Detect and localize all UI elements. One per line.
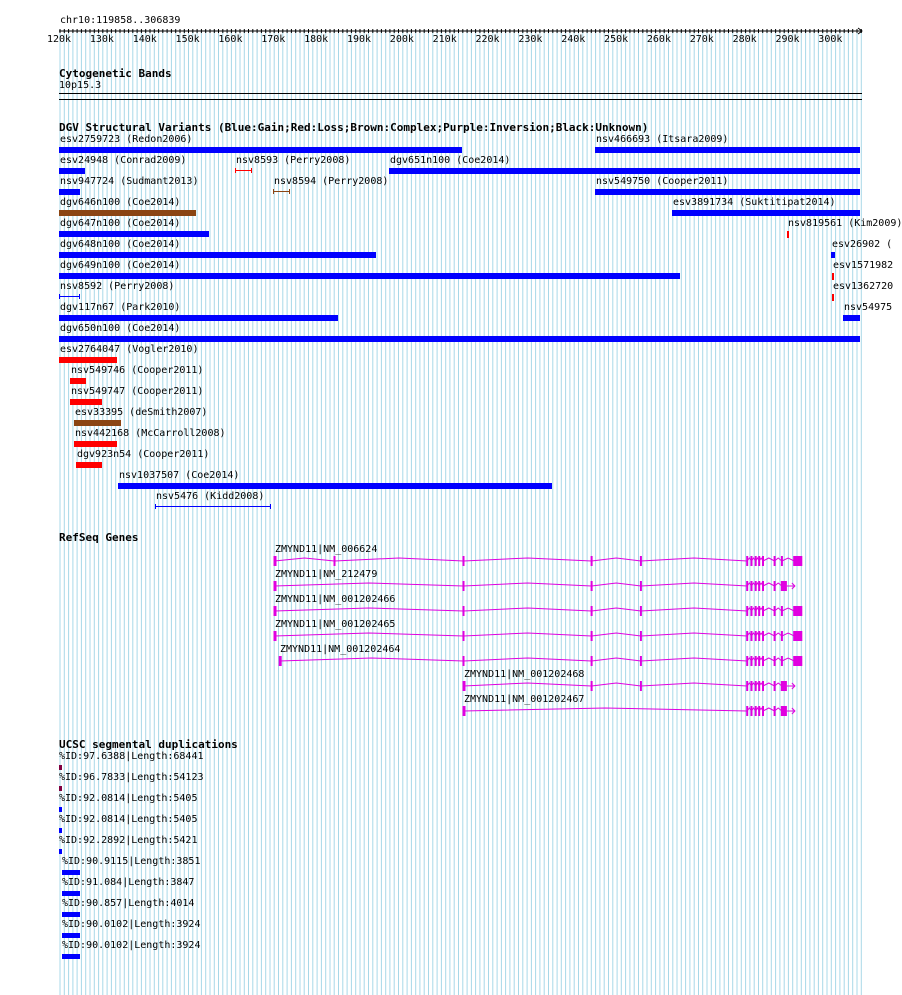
dgv-feature-bar[interactable] — [787, 231, 789, 238]
gene-exon[interactable] — [781, 556, 783, 566]
segdup-bar[interactable] — [62, 933, 80, 938]
dgv-feature-label[interactable]: nsv947724 (Sudmant2013) — [60, 176, 199, 187]
dgv-feature-bar[interactable] — [389, 168, 860, 174]
segdup-bar[interactable] — [59, 765, 62, 770]
dgv-feature-bar[interactable] — [672, 210, 861, 216]
gene-intron — [775, 708, 782, 711]
segdup-bar[interactable] — [62, 912, 80, 917]
gene-exon[interactable] — [762, 656, 764, 666]
cytoband-line-bottom — [59, 99, 862, 100]
gene-end-exon[interactable] — [781, 706, 787, 716]
gene-end-box[interactable] — [793, 606, 802, 616]
gene-intron — [275, 558, 335, 561]
gene-intron — [275, 608, 464, 611]
gene-exon[interactable] — [463, 581, 465, 591]
gene-label[interactable]: ZMYND11|NM_001202465 — [275, 619, 396, 630]
dgv-feature-endcap — [273, 189, 274, 194]
dgv-feature-label[interactable]: esv3891734 (Suktitipat2014) — [673, 197, 836, 208]
ruler-tick-label: 260k — [646, 34, 671, 45]
gene-exon[interactable] — [463, 556, 465, 566]
gene-exon[interactable] — [774, 556, 776, 566]
gene-intron — [775, 558, 782, 561]
ruler-tick-label: 220k — [475, 34, 500, 45]
gene-exon[interactable] — [463, 681, 466, 691]
gene-intron — [464, 708, 748, 711]
segdup-bar[interactable] — [62, 891, 80, 896]
gene-intron — [775, 658, 782, 661]
dgv-feature-label[interactable]: esv26902 ( — [832, 239, 893, 250]
dgv-feature-label[interactable]: dgv648n100 (Coe2014) — [60, 239, 181, 250]
gene-exon[interactable] — [758, 656, 760, 666]
dgv-feature-endcap — [59, 294, 60, 299]
gene-exon[interactable] — [463, 606, 465, 616]
dgv-feature-bar[interactable] — [118, 483, 552, 489]
gene-intron — [464, 683, 592, 686]
ruler-tick-label: 230k — [518, 34, 543, 45]
gene-intron — [782, 633, 794, 636]
segdup-label[interactable]: %ID:97.6388|Length:68441 — [59, 751, 204, 762]
gene-exon[interactable] — [762, 681, 764, 691]
dgv-feature-label[interactable]: dgv117n67 (Park2010) — [60, 302, 181, 313]
dgv-feature-label[interactable]: nsv549746 (Cooper2011) — [71, 365, 204, 376]
ruler-tick-label: 170k — [261, 34, 286, 45]
dgv-feature-label[interactable]: nsv1037507 (Coe2014) — [119, 470, 240, 481]
gene-exon[interactable] — [463, 631, 465, 641]
gene-intron — [641, 608, 747, 611]
dgv-feature-label[interactable]: nsv442168 (McCarroll2008) — [75, 428, 226, 439]
gene-exon[interactable] — [758, 706, 760, 716]
ruler-tick-label: 130k — [89, 34, 114, 45]
gene-exon[interactable] — [751, 631, 753, 641]
gene-exon[interactable] — [751, 581, 753, 591]
dgv-feature-endcap — [235, 168, 236, 173]
gene-intron — [275, 633, 464, 636]
gene-intron — [335, 558, 464, 561]
gene-exon[interactable] — [762, 706, 764, 716]
segdup-bar[interactable] — [59, 807, 62, 812]
ruler-tick-label: 160k — [218, 34, 243, 45]
dgv-feature-label[interactable]: nsv54975 — [844, 302, 893, 313]
gene-end-box[interactable] — [793, 631, 802, 641]
gene-exon[interactable] — [463, 706, 466, 716]
segdup-label[interactable]: %ID:90.857|Length:4014 — [62, 898, 195, 909]
gene-exon[interactable] — [463, 656, 465, 666]
refseq-gene-models — [0, 540, 890, 730]
gene-intron — [763, 608, 775, 611]
gene-intron — [763, 683, 775, 686]
gene-exon[interactable] — [774, 656, 776, 666]
gene-intron — [592, 608, 641, 611]
gene-intron — [641, 633, 747, 636]
segdup-bar[interactable] — [62, 954, 80, 959]
gene-label[interactable]: ZMYND11|NM_001202467 — [464, 694, 585, 705]
gene-exon[interactable] — [758, 581, 760, 591]
gene-exon[interactable] — [640, 631, 642, 641]
gene-exon[interactable] — [781, 606, 783, 616]
gene-exon[interactable] — [640, 581, 642, 591]
gene-label[interactable]: ZMYND11|NM_212479 — [275, 569, 378, 580]
gene-end-box[interactable] — [793, 556, 802, 566]
segdup-bar[interactable] — [59, 828, 62, 833]
gene-exon[interactable] — [591, 631, 593, 641]
gene-exon[interactable] — [751, 606, 753, 616]
gene-exon[interactable] — [762, 581, 764, 591]
gene-exon[interactable] — [758, 606, 760, 616]
dgv-feature-endcap — [251, 168, 252, 173]
dgv-feature-bar[interactable] — [59, 357, 117, 363]
dgv-feature-label[interactable]: dgv650n100 (Coe2014) — [60, 323, 181, 334]
gene-label[interactable]: ZMYND11|NM_006624 — [275, 544, 378, 555]
gene-exon[interactable] — [758, 681, 760, 691]
gene-exon[interactable] — [746, 606, 748, 616]
dgv-feature-label[interactable]: nsv466693 (Itsara2009) — [596, 134, 729, 145]
gene-exon[interactable] — [591, 656, 593, 666]
gene-exon[interactable] — [774, 631, 776, 641]
gene-exon[interactable] — [274, 631, 277, 641]
gene-exon[interactable] — [755, 631, 757, 641]
gene-intron — [782, 658, 794, 661]
gene-exon[interactable] — [640, 681, 642, 691]
gene-intron — [280, 658, 464, 661]
dgv-feature-bar[interactable] — [595, 189, 861, 195]
gene-exon[interactable] — [746, 631, 748, 641]
dgv-feature-label[interactable]: nsv8592 (Perry2008) — [60, 281, 175, 292]
gene-exon[interactable] — [274, 556, 277, 566]
dgv-feature-bar[interactable] — [59, 168, 85, 174]
gene-exon[interactable] — [591, 556, 593, 566]
dgv-feature-bar[interactable] — [59, 273, 680, 279]
ruler-tick-label: 150k — [175, 34, 200, 45]
dgv-feature-bar[interactable] — [70, 378, 86, 384]
location-label: chr10:119858..306839 — [60, 15, 181, 26]
dgv-feature-label[interactable]: dgv651n100 (Coe2014) — [390, 155, 511, 166]
segdup-bar[interactable] — [59, 786, 62, 791]
gene-exon[interactable] — [746, 581, 748, 591]
segdup-bar[interactable] — [62, 870, 80, 875]
gene-exon[interactable] — [279, 656, 282, 666]
gene-intron — [775, 583, 782, 586]
gene-exon[interactable] — [591, 581, 593, 591]
segdup-label[interactable]: %ID:92.2892|Length:5421 — [59, 835, 198, 846]
gene-exon[interactable] — [755, 581, 757, 591]
dgv-feature-bar[interactable] — [70, 399, 102, 405]
dgv-feature-bar[interactable] — [76, 462, 102, 468]
dgv-feature-bar[interactable] — [832, 294, 834, 301]
gene-intron — [464, 583, 592, 586]
gene-exon[interactable] — [781, 656, 783, 666]
ruler-tick-label: 270k — [689, 34, 714, 45]
dgv-feature-endcap — [270, 504, 271, 509]
gene-exon[interactable] — [781, 631, 783, 641]
dgv-feature-label[interactable]: dgv646n100 (Coe2014) — [60, 197, 181, 208]
gene-exon[interactable] — [334, 556, 336, 566]
dgv-feature-label[interactable]: nsv549747 (Cooper2011) — [71, 386, 204, 397]
dgv-feature-bar[interactable] — [59, 252, 376, 258]
gene-intron — [641, 583, 747, 586]
gene-exon[interactable] — [774, 581, 776, 591]
gene-exon[interactable] — [751, 706, 753, 716]
gene-intron — [592, 683, 641, 686]
cytoband-track-title: Cytogenetic Bands — [59, 67, 172, 80]
gene-exon[interactable] — [591, 681, 593, 691]
dgv-feature-bar[interactable] — [595, 147, 861, 153]
gene-intron — [592, 633, 641, 636]
gene-label[interactable]: ZMYND11|NM_001202464 — [280, 644, 401, 655]
gene-intron — [763, 558, 775, 561]
gene-intron — [763, 583, 775, 586]
gene-exon[interactable] — [274, 606, 277, 616]
cytoband-line-top — [59, 93, 862, 94]
ruler-tick-label: 140k — [132, 34, 157, 45]
dgv-feature-bar[interactable] — [235, 170, 252, 171]
dgv-track-title: DGV Structural Variants (Blue:Gain;Red:Loss;Brown:Complex;Purple:Inversion;Black:Unknown) — [59, 121, 649, 134]
gene-exon[interactable] — [774, 706, 776, 716]
ruler-tick-label: 210k — [432, 34, 457, 45]
ruler-tick-label: 200k — [389, 34, 414, 45]
gene-end-box[interactable] — [793, 656, 802, 666]
dgv-feature-bar[interactable] — [59, 296, 80, 297]
dgv-feature-label[interactable]: dgv649n100 (Coe2014) — [60, 260, 181, 271]
segdup-label[interactable]: %ID:92.0814|Length:5405 — [59, 793, 198, 804]
dgv-feature-label[interactable]: nsv5476 (Kidd2008) — [156, 491, 265, 502]
gene-exon[interactable] — [746, 706, 748, 716]
cytoband-label[interactable]: 10p15.3 — [59, 80, 102, 91]
gene-intron — [464, 658, 592, 661]
gene-intron — [775, 608, 782, 611]
dgv-feature-label[interactable]: esv24948 (Conrad2009) — [60, 155, 187, 166]
ruler-tick-label: 250k — [604, 34, 629, 45]
gene-exon[interactable] — [774, 681, 776, 691]
gene-exon[interactable] — [762, 631, 764, 641]
dgv-feature-bar[interactable] — [59, 231, 209, 237]
ruler-tick-label: 190k — [346, 34, 372, 45]
gene-exon[interactable] — [762, 556, 764, 566]
gene-intron — [782, 608, 794, 611]
segdup-label[interactable]: %ID:96.7833|Length:54123 — [59, 772, 204, 783]
gene-exon[interactable] — [774, 606, 776, 616]
gene-label[interactable]: ZMYND11|NM_001202466 — [275, 594, 396, 605]
dgv-feature-bar[interactable] — [59, 189, 80, 195]
segdup-label[interactable]: %ID:90.9115|Length:3851 — [62, 856, 201, 867]
segdup-label[interactable]: %ID:90.0102|Length:3924 — [62, 940, 201, 951]
dgv-feature-label[interactable]: dgv647n100 (Coe2014) — [60, 218, 181, 229]
segdup-label[interactable]: %ID:90.0102|Length:3924 — [62, 919, 201, 930]
gene-exon[interactable] — [755, 556, 757, 566]
gene-intron — [275, 583, 464, 586]
dgv-feature-label[interactable]: nsv549750 (Cooper2011) — [596, 176, 729, 187]
dgv-feature-bar[interactable] — [74, 420, 121, 426]
gene-intron — [641, 683, 747, 686]
ruler-tick-label: 280k — [732, 34, 757, 45]
gene-exon[interactable] — [755, 681, 757, 691]
dgv-feature-bar[interactable] — [59, 336, 860, 342]
refseq-track-title: RefSeq Genes — [59, 531, 139, 544]
dgv-feature-label[interactable]: dgv923n54 (Cooper2011) — [77, 449, 210, 460]
gene-intron — [775, 633, 782, 636]
gene-intron — [464, 558, 592, 561]
dgv-feature-bar[interactable] — [59, 147, 462, 153]
gene-exon[interactable] — [746, 556, 748, 566]
segdup-label[interactable]: %ID:92.0814|Length:5405 — [59, 814, 198, 825]
gene-intron — [641, 558, 747, 561]
dgv-feature-label[interactable]: nsv8594 (Perry2008) — [274, 176, 389, 187]
dgv-feature-endcap — [79, 294, 80, 299]
dgv-feature-label[interactable]: esv1362720 — [833, 281, 894, 292]
dgv-feature-label[interactable]: nsv819561 (Kim2009) — [788, 218, 902, 229]
gene-intron — [464, 608, 592, 611]
gene-exon[interactable] — [274, 581, 277, 591]
dgv-feature-bar[interactable] — [831, 252, 835, 258]
gene-label[interactable]: ZMYND11|NM_001202468 — [464, 669, 585, 680]
gene-exon[interactable] — [755, 656, 757, 666]
gene-intron — [782, 558, 794, 561]
gene-intron — [763, 633, 775, 636]
gene-intron — [592, 658, 641, 661]
gene-intron — [592, 558, 641, 561]
dgv-feature-bar[interactable] — [74, 441, 117, 447]
gene-exon[interactable] — [640, 556, 642, 566]
dgv-feature-label[interactable]: esv2764047 (Vogler2010) — [60, 344, 199, 355]
dgv-feature-bar[interactable] — [832, 273, 834, 280]
gene-intron — [641, 658, 747, 661]
ruler-tick-label: 290k — [775, 34, 800, 45]
gene-exon[interactable] — [746, 656, 748, 666]
gene-end-exon[interactable] — [781, 581, 787, 591]
dgv-feature-bar[interactable] — [155, 506, 271, 507]
gene-exon[interactable] — [751, 656, 753, 666]
dgv-feature-bar[interactable] — [273, 191, 290, 192]
gene-intron — [763, 708, 775, 711]
dgv-feature-endcap — [289, 189, 290, 194]
ruler-tick-label: 120k — [47, 34, 72, 45]
gene-intron — [775, 683, 782, 686]
ruler-tick-label: 240k — [561, 34, 586, 45]
dgv-feature-bar[interactable] — [59, 315, 338, 321]
gene-intron — [763, 658, 775, 661]
dgv-feature-bar[interactable] — [843, 315, 860, 321]
gene-exon[interactable] — [758, 631, 760, 641]
gene-exon[interactable] — [640, 606, 642, 616]
segdup-label[interactable]: %ID:91.084|Length:3847 — [62, 877, 195, 888]
dgv-feature-label[interactable]: esv33395 (deSmith2007) — [75, 407, 208, 418]
gene-exon[interactable] — [755, 606, 757, 616]
gene-exon[interactable] — [591, 606, 593, 616]
gene-exon[interactable] — [758, 556, 760, 566]
ruler-tick-label: 180k — [304, 34, 329, 45]
ruler-tick-label: 300k — [818, 34, 843, 45]
dgv-feature-label[interactable]: nsv8593 (Perry2008) — [236, 155, 351, 166]
gene-exon[interactable] — [755, 706, 757, 716]
gene-intron — [592, 583, 641, 586]
segdup-track-title: UCSC segmental duplications — [59, 738, 238, 751]
gene-end-exon[interactable] — [781, 681, 787, 691]
segdup-bar[interactable] — [59, 849, 62, 854]
dgv-feature-bar[interactable] — [59, 210, 196, 216]
dgv-feature-label[interactable]: esv1571982 — [833, 260, 894, 271]
gene-exon[interactable] — [751, 556, 753, 566]
gene-intron — [464, 633, 592, 636]
gene-exon[interactable] — [640, 656, 642, 666]
dgv-feature-label[interactable]: esv2759723 (Redon2006) — [60, 134, 193, 145]
gene-exon[interactable] — [762, 606, 764, 616]
gene-exon[interactable] — [746, 681, 748, 691]
dgv-feature-endcap — [155, 504, 156, 509]
gene-exon[interactable] — [751, 681, 753, 691]
